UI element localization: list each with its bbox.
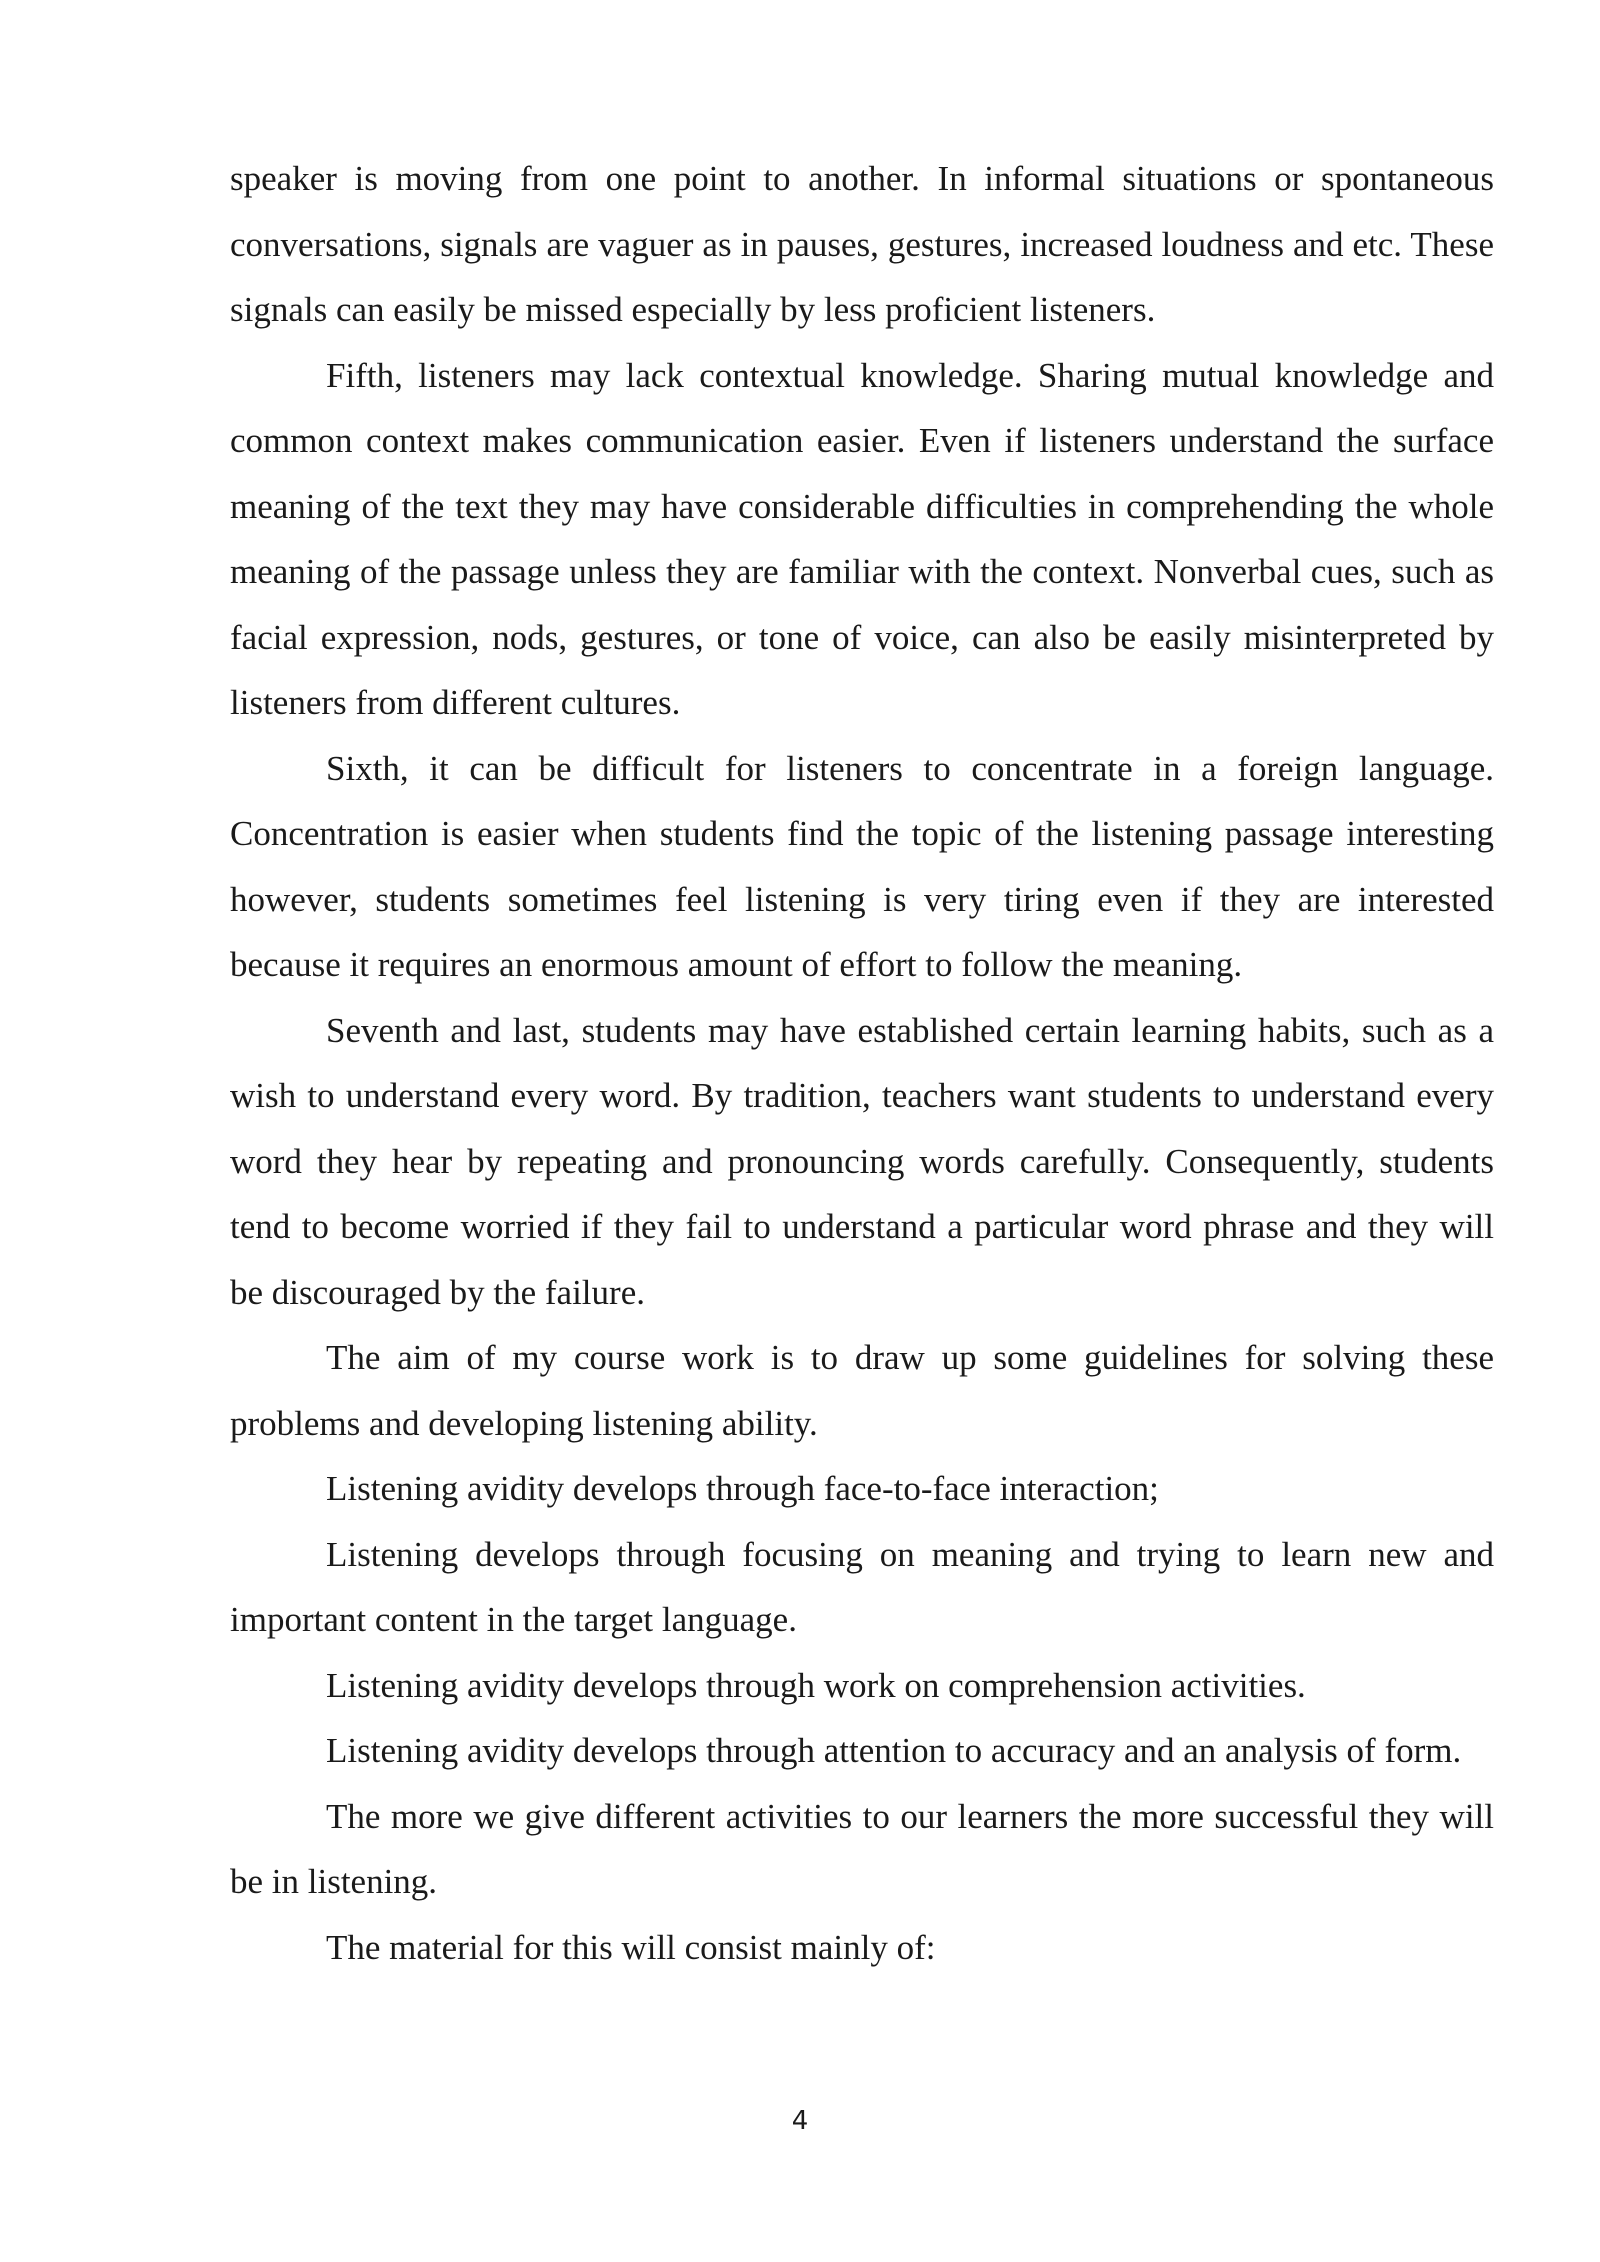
paragraph: Listening avidity develops through face-to-face interaction; (326, 1469, 1159, 1508)
paragraph: Seventh and last, students may have established certain learning habits, such as a wish to understand every word. By tradition, teachers want students to understand every word they hear by repeating and pronouncing words carefully. Consequently, students tend to become worried if they fail to understand a particular word phrase and they will be discouraged by the failure. (230, 1010, 1494, 1312)
paragraph: The more we give different activities to our learners the more successful they will be in listening. (230, 1796, 1494, 1901)
paragraph: The aim of my course work is to draw up some guidelines for solving these problems and developing listening ability. (230, 1338, 1494, 1443)
paragraph: Listening develops through focusing on meaning and trying to learn new and important content in the target language. (230, 1534, 1494, 1639)
paragraph: Listening avidity develops through work on comprehension activities. (326, 1665, 1306, 1705)
paragraph: Fifth, listeners may lack contextual knowledge. Sharing mutual knowledge and common context makes communication easier. Even if listeners understand the surface meaning of the text they may have considerable difficulties in comprehending the whole meaning of the passage unless they are familiar with the context. Nonverbal cues, such as facial expression, nods, gestures, or tone of voice, can also be easily misinterpreted by listeners from different cultures. (230, 355, 1494, 722)
paragraph: Listening avidity develops through attention to accuracy and an analysis of form. (326, 1731, 1462, 1770)
paragraph: The material for this will consist mainly of: (326, 1927, 936, 1967)
page-number: 4 (791, 2106, 809, 2136)
paragraph: speaker is moving from one point to another. In informal situations or spontaneous conversations, signals are vaguer as in pauses, gestures, increased loudness and etc. These signals can easily be missed especially by less proficient listeners. (230, 159, 1494, 329)
body-text (230, 146, 1494, 1980)
paragraph: Sixth, it can be difficult for listeners to concentrate in a foreign language. Concentration is easier when students find the topic of the listening passage interesting however, students sometimes feel listening is very tiring even if they are interested because it requires an enormous amount of effort to follow the meaning. (230, 748, 1494, 984)
